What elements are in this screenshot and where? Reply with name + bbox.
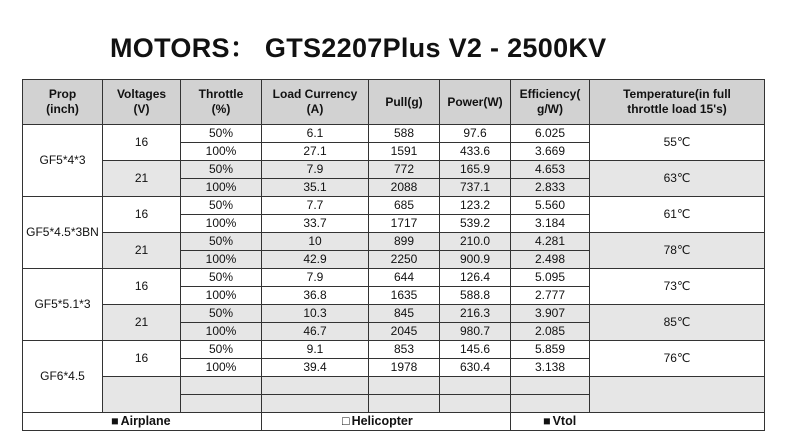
temperature-cell: 63℃ xyxy=(590,161,765,197)
empty-cell xyxy=(590,377,765,413)
current-cell: 39.4 xyxy=(262,359,369,377)
efficiency-cell: 3.669 xyxy=(511,143,590,161)
throttle-cell: 50% xyxy=(181,161,262,179)
vtol-label: Vtol xyxy=(552,414,577,428)
throttle-cell: 100% xyxy=(181,179,262,197)
current-cell: 7.9 xyxy=(262,269,369,287)
throttle-cell: 100% xyxy=(181,251,262,269)
current-cell: 27.1 xyxy=(262,143,369,161)
voltage-cell: 21 xyxy=(103,305,181,341)
voltage-cell: 21 xyxy=(103,233,181,269)
helicopter-label: Helicopter xyxy=(351,414,413,428)
throttle-cell: 100% xyxy=(181,215,262,233)
pull-cell: 853 xyxy=(369,341,440,359)
current-cell: 33.7 xyxy=(262,215,369,233)
efficiency-cell: 4.653 xyxy=(511,161,590,179)
prop-cell: GF5*4*3 xyxy=(23,125,103,197)
power-cell: 123.2 xyxy=(440,197,511,215)
pull-cell: 1717 xyxy=(369,215,440,233)
filled-square-icon: ■ xyxy=(111,414,119,428)
current-cell: 7.9 xyxy=(262,161,369,179)
throttle-cell: 50% xyxy=(181,197,262,215)
voltage-cell: 16 xyxy=(103,341,181,377)
efficiency-cell: 2.833 xyxy=(511,179,590,197)
pull-cell: 1635 xyxy=(369,287,440,305)
efficiency-cell: 2.777 xyxy=(511,287,590,305)
empty-cell xyxy=(369,377,440,395)
pull-cell: 685 xyxy=(369,197,440,215)
efficiency-cell: 3.907 xyxy=(511,305,590,323)
temperature-cell: 78℃ xyxy=(590,233,765,269)
power-cell: 97.6 xyxy=(440,125,511,143)
power-cell: 630.4 xyxy=(440,359,511,377)
temperature-cell: 61℃ xyxy=(590,197,765,233)
header-throttle: Throttle (%) xyxy=(181,80,262,125)
current-cell: 46.7 xyxy=(262,323,369,341)
power-cell: 126.4 xyxy=(440,269,511,287)
pull-cell: 845 xyxy=(369,305,440,323)
filled-square-icon: ■ xyxy=(543,414,551,428)
airplane-label: Airplane xyxy=(120,414,171,428)
efficiency-cell: 5.859 xyxy=(511,341,590,359)
efficiency-cell: 2.498 xyxy=(511,251,590,269)
throttle-cell: 50% xyxy=(181,341,262,359)
table-row xyxy=(23,305,765,323)
voltage-cell: 16 xyxy=(103,269,181,305)
header-prop: Prop (inch) xyxy=(23,80,103,125)
current-cell: 6.1 xyxy=(262,125,369,143)
footer-vtol xyxy=(511,413,765,431)
voltage-cell: 21 xyxy=(103,161,181,197)
power-cell: 433.6 xyxy=(440,143,511,161)
temperature-cell: 85℃ xyxy=(590,305,765,341)
pull-cell: 644 xyxy=(369,269,440,287)
table-row xyxy=(23,233,765,251)
header-voltage: Voltages (V) xyxy=(103,80,181,125)
efficiency-cell: 5.560 xyxy=(511,197,590,215)
pull-cell: 2045 xyxy=(369,323,440,341)
power-cell: 980.7 xyxy=(440,323,511,341)
efficiency-cell: 3.138 xyxy=(511,359,590,377)
current-cell: 10.3 xyxy=(262,305,369,323)
pull-cell: 588 xyxy=(369,125,440,143)
voltage-cell: 16 xyxy=(103,125,181,161)
power-cell: 145.6 xyxy=(440,341,511,359)
empty-cell xyxy=(511,377,590,395)
efficiency-cell: 6.025 xyxy=(511,125,590,143)
power-cell: 588.8 xyxy=(440,287,511,305)
footer-row xyxy=(23,413,765,431)
empty-row xyxy=(23,377,765,395)
empty-cell xyxy=(369,395,440,413)
empty-cell xyxy=(440,395,511,413)
power-cell: 216.3 xyxy=(440,305,511,323)
power-cell: 165.9 xyxy=(440,161,511,179)
table-row xyxy=(23,125,765,143)
throttle-cell: 50% xyxy=(181,125,262,143)
pull-cell: 772 xyxy=(369,161,440,179)
prop-cell: GF5*5.1*3 xyxy=(23,269,103,341)
page-title: MOTORS： GTS2207Plus V2 - 2500KV xyxy=(110,33,607,63)
empty-cell xyxy=(181,395,262,413)
current-cell: 10 xyxy=(262,233,369,251)
throttle-cell: 50% xyxy=(181,305,262,323)
table-row xyxy=(23,341,765,359)
table-row xyxy=(23,197,765,215)
power-cell: 539.2 xyxy=(440,215,511,233)
throttle-cell: 50% xyxy=(181,269,262,287)
table-row xyxy=(23,269,765,287)
prop-cell: GF6*4.5 xyxy=(23,341,103,413)
throttle-cell: 50% xyxy=(181,233,262,251)
empty-cell xyxy=(262,395,369,413)
throttle-cell: 100% xyxy=(181,287,262,305)
prop-cell: GF5*4.5*3BN xyxy=(23,197,103,269)
header-efficiency: Efficiency( g/W) xyxy=(511,80,590,125)
header-power: Power(W) xyxy=(440,80,511,125)
header-row xyxy=(23,80,765,125)
power-cell: 210.0 xyxy=(440,233,511,251)
current-cell: 9.1 xyxy=(262,341,369,359)
voltage-cell: 16 xyxy=(103,197,181,233)
temperature-cell: 55℃ xyxy=(590,125,765,161)
current-cell: 7.7 xyxy=(262,197,369,215)
empty-cell xyxy=(103,377,181,413)
empty-square-icon: □ xyxy=(342,414,350,428)
temperature-cell: 76℃ xyxy=(590,341,765,377)
header-current: Load Currency (A) xyxy=(262,80,369,125)
current-cell: 35.1 xyxy=(262,179,369,197)
pull-cell: 2250 xyxy=(369,251,440,269)
efficiency-cell: 4.281 xyxy=(511,233,590,251)
empty-cell xyxy=(181,377,262,395)
pull-cell: 1978 xyxy=(369,359,440,377)
throttle-cell: 100% xyxy=(181,323,262,341)
footer-airplane xyxy=(23,413,262,431)
efficiency-cell: 5.095 xyxy=(511,269,590,287)
throttle-cell: 100% xyxy=(181,359,262,377)
table-row xyxy=(23,161,765,179)
throttle-cell: 100% xyxy=(181,143,262,161)
empty-cell xyxy=(440,377,511,395)
header-pull: Pull(g) xyxy=(369,80,440,125)
pull-cell: 1591 xyxy=(369,143,440,161)
current-cell: 42.9 xyxy=(262,251,369,269)
motor-spec-table xyxy=(22,79,765,431)
empty-cell xyxy=(262,377,369,395)
pull-cell: 899 xyxy=(369,233,440,251)
pull-cell: 2088 xyxy=(369,179,440,197)
efficiency-cell: 3.184 xyxy=(511,215,590,233)
footer-helicopter xyxy=(262,413,511,431)
temperature-cell: 73℃ xyxy=(590,269,765,305)
power-cell: 900.9 xyxy=(440,251,511,269)
empty-cell xyxy=(511,395,590,413)
header-temperature: Temperature(in full throttle load 15's) xyxy=(590,80,765,125)
current-cell: 36.8 xyxy=(262,287,369,305)
efficiency-cell: 2.085 xyxy=(511,323,590,341)
power-cell: 737.1 xyxy=(440,179,511,197)
